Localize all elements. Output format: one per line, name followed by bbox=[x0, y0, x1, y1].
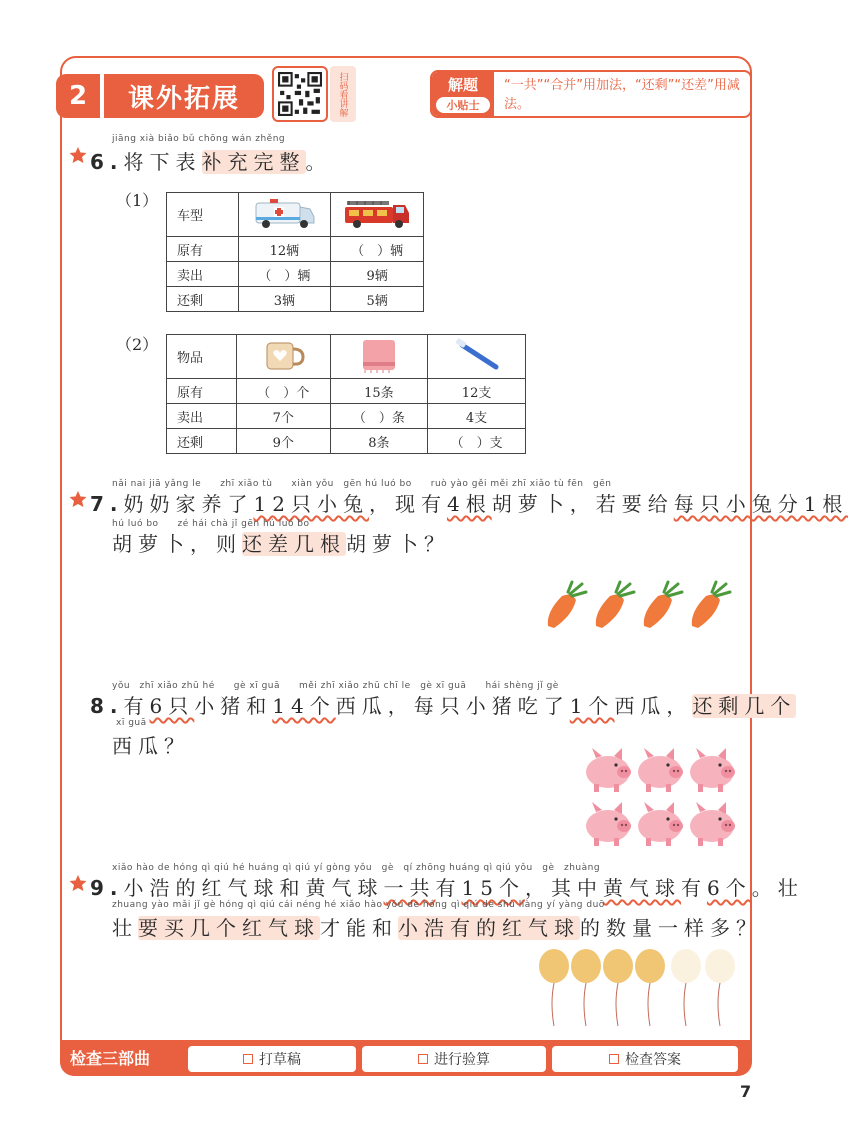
q7-text: 胡萝卜？ bbox=[346, 532, 450, 556]
table1-label: （1） bbox=[116, 191, 159, 210]
table-row bbox=[167, 287, 424, 312]
q6-line bbox=[90, 146, 332, 175]
balloon-icon bbox=[539, 949, 569, 1026]
table-cell: 15条 bbox=[330, 379, 428, 404]
balloon-icon bbox=[571, 949, 601, 1026]
q9-highlight: 小浩有的红气球 bbox=[398, 916, 580, 940]
carrot-icon bbox=[548, 582, 586, 628]
q7-pinyin-2: hú luó bo zé hái chà jǐ gēn hú luó bo bbox=[112, 519, 310, 529]
table-row bbox=[167, 429, 526, 454]
q7-pinyin-1: nǎi nai jiā yǎng le zhī xiǎo tù xiàn yǒu gēn hú luó bo ruò yào gěi měi zhī xiǎo tù fēn gēn bbox=[112, 479, 612, 489]
q6-text-a: 将下表 bbox=[123, 150, 202, 174]
tip-title: 解题 bbox=[447, 76, 478, 94]
tip-text: “一共”“合并”用加法，“还剩”“还差”用减法。 bbox=[504, 78, 740, 112]
check-bar bbox=[60, 1040, 752, 1076]
checkbox-icon[interactable] bbox=[418, 1054, 428, 1064]
q9-line-2 bbox=[112, 912, 762, 941]
check-item-draft[interactable] bbox=[188, 1046, 356, 1072]
table-cell: 8条 bbox=[330, 429, 428, 454]
check-item-label: 打草稿 bbox=[259, 1052, 301, 1068]
table-cell bbox=[331, 193, 424, 237]
table2-label: （2） bbox=[116, 335, 159, 354]
table-cell: 原有 bbox=[167, 379, 237, 404]
q9-text: 壮 bbox=[112, 916, 138, 940]
table-cell: 12支 bbox=[428, 379, 526, 404]
q9-number: 9. bbox=[90, 876, 124, 900]
balloon-icon bbox=[603, 949, 633, 1026]
q8-line-2: 西瓜？ bbox=[112, 734, 190, 758]
tip-subtitle: 小贴士 bbox=[436, 97, 490, 113]
pigs-illustration bbox=[582, 742, 738, 852]
q9-pinyin-2: zhuang yào mǎi jǐ gè hóng qì qiú cái néng hé xiǎo hào yǒu de hóng qì qiú de shù liàng yí yàng duō bbox=[112, 900, 605, 910]
pig-icon bbox=[586, 802, 631, 846]
items-table bbox=[166, 334, 526, 454]
pig-icon bbox=[638, 748, 683, 792]
q6-number: 6. bbox=[90, 150, 124, 174]
qr-code-graphic bbox=[278, 72, 322, 116]
table-cell: 12辆 bbox=[238, 237, 331, 262]
q8-text: 有 bbox=[123, 694, 150, 718]
check-item-label: 进行验算 bbox=[434, 1052, 490, 1068]
q8-highlight: 还剩几个 bbox=[692, 694, 797, 718]
q9-text: 。壮 bbox=[751, 876, 804, 900]
check-item-verify[interactable] bbox=[362, 1046, 546, 1072]
q8-text: 西瓜， bbox=[614, 694, 693, 718]
q8-pinyin-2: xī guā bbox=[116, 718, 147, 728]
q8-pinyin-1: yǒu zhī xiǎo zhū hé gè xī guā měi zhī xiǎo zhū chī le gè xī guā hái shèng jǐ gè bbox=[112, 681, 559, 691]
table-cell: 5辆 bbox=[331, 287, 424, 312]
answer-blank[interactable]: （ ）辆 bbox=[238, 262, 331, 287]
q9-text: ，其中 bbox=[524, 876, 603, 900]
q9-key-total: 一共 bbox=[383, 876, 436, 900]
q6-highlight: 补充完整 bbox=[201, 150, 306, 174]
q9-key-15: 15个 bbox=[461, 876, 525, 900]
check-title: 检查三部曲 bbox=[70, 1049, 151, 1068]
toothbrush-icon bbox=[452, 337, 502, 373]
q9-text: 有 bbox=[680, 876, 707, 900]
q7-key-4: 4根 bbox=[446, 492, 492, 516]
q7-key-12-rabbits: 12只小兔 bbox=[253, 492, 369, 516]
table-cell: 9辆 bbox=[331, 262, 424, 287]
q8-text: 小猪和 bbox=[194, 694, 273, 718]
q7-key-each-1: 每只小兔分1根 bbox=[673, 492, 848, 516]
q9-key-6: 6个 bbox=[706, 876, 752, 900]
qr-code-icon[interactable] bbox=[272, 66, 328, 122]
carrot-icon bbox=[644, 582, 682, 628]
pig-icon bbox=[690, 802, 735, 846]
page-number: 7 bbox=[740, 1082, 752, 1101]
q8-key-1: 1个 bbox=[569, 694, 615, 718]
tip-box bbox=[430, 70, 752, 118]
balloons-illustration bbox=[536, 948, 742, 1028]
table-cell: 车型 bbox=[167, 193, 239, 237]
q7-line-2 bbox=[112, 528, 450, 557]
pig-icon bbox=[690, 748, 735, 792]
carrot-icon bbox=[692, 582, 730, 628]
table-cell: 3辆 bbox=[238, 287, 331, 312]
q7-highlight: 还差几根 bbox=[242, 532, 346, 556]
star-flower-icon bbox=[68, 146, 88, 164]
table-cell: 4支 bbox=[428, 404, 526, 429]
table-cell: 还剩 bbox=[167, 429, 237, 454]
q7-text: 奶奶家养了 bbox=[123, 492, 254, 516]
table-row bbox=[167, 262, 424, 287]
check-item-label: 检查答案 bbox=[625, 1052, 681, 1068]
q9-highlight: 要买几个红气球 bbox=[138, 916, 320, 940]
q7-text: 胡萝卜，若要给 bbox=[491, 492, 674, 516]
table-cell: 卖出 bbox=[167, 262, 239, 287]
table-row bbox=[167, 193, 424, 237]
answer-blank[interactable]: （ ）条 bbox=[330, 404, 428, 429]
q8-text: 西瓜，每只小猪吃了 bbox=[335, 694, 570, 718]
q8-key-14: 14个 bbox=[272, 694, 336, 718]
table-cell bbox=[330, 335, 428, 379]
q8-key-6: 6只 bbox=[149, 694, 195, 718]
table-cell: 7个 bbox=[236, 404, 330, 429]
carrot-icon bbox=[596, 582, 634, 628]
section-title: 课外拓展 bbox=[104, 74, 264, 118]
table-cell: 原有 bbox=[167, 237, 239, 262]
balloon-icon bbox=[671, 949, 701, 1026]
star-flower-icon bbox=[68, 874, 88, 892]
balloon-icon bbox=[635, 949, 665, 1026]
q7-text: ，现有 bbox=[368, 492, 447, 516]
q7-text: 胡萝卜，则 bbox=[112, 532, 242, 556]
mug-icon bbox=[261, 337, 305, 373]
q9-text: 才能和 bbox=[320, 916, 398, 940]
balloon-icon bbox=[705, 949, 735, 1026]
tip-head bbox=[432, 72, 494, 116]
carrots-illustration bbox=[542, 582, 738, 632]
q9-text: 小浩的红气球和黄气球 bbox=[123, 876, 384, 900]
q9-text: 的数量一样多？ bbox=[580, 916, 762, 940]
q9-text: 有 bbox=[435, 876, 462, 900]
table-cell: 9个 bbox=[236, 429, 330, 454]
q7-line-1 bbox=[90, 488, 848, 517]
table-row bbox=[167, 379, 526, 404]
q6-pinyin: jiāng xià biǎo bǔ chōng wán zhěng bbox=[112, 134, 286, 144]
section-number: 2 bbox=[56, 74, 100, 118]
table-cell bbox=[236, 335, 330, 379]
table-row bbox=[167, 404, 526, 429]
table-row bbox=[167, 335, 526, 379]
qr-side-label: 扫码看讲解 bbox=[330, 66, 356, 122]
q8-number: 8. bbox=[90, 694, 124, 718]
table-cell: 卖出 bbox=[167, 404, 237, 429]
pig-icon bbox=[586, 748, 631, 792]
q7-number: 7. bbox=[90, 492, 124, 516]
fire-truck-icon bbox=[341, 195, 413, 231]
answer-blank[interactable]: （ ）支 bbox=[428, 429, 526, 454]
pig-icon bbox=[638, 802, 683, 846]
table-cell: 还剩 bbox=[167, 287, 239, 312]
checkbox-icon[interactable] bbox=[243, 1054, 253, 1064]
checkbox-icon[interactable] bbox=[609, 1054, 619, 1064]
q9-pinyin-1: xiǎo hào de hóng qì qiú hé huáng qì qiú yí gòng yǒu gè qí zhōng huáng qì qiú yǒu gè zhuàng bbox=[112, 863, 601, 873]
table-cell bbox=[238, 193, 331, 237]
vehicle-table bbox=[166, 192, 424, 312]
table-cell: 物品 bbox=[167, 335, 237, 379]
q8-line-1 bbox=[90, 690, 796, 719]
q6-text-c: 。 bbox=[305, 150, 332, 174]
q9-line-1 bbox=[90, 872, 804, 901]
answer-blank[interactable]: （ ）个 bbox=[236, 379, 330, 404]
check-item-answer[interactable] bbox=[552, 1046, 738, 1072]
table-row bbox=[167, 237, 424, 262]
table-cell bbox=[428, 335, 526, 379]
ambulance-icon bbox=[252, 195, 316, 231]
answer-blank[interactable]: （ ）辆 bbox=[331, 237, 424, 262]
q9-key-yellow: 黄气球 bbox=[602, 876, 681, 900]
towel-icon bbox=[357, 336, 401, 374]
star-flower-icon bbox=[68, 490, 88, 508]
